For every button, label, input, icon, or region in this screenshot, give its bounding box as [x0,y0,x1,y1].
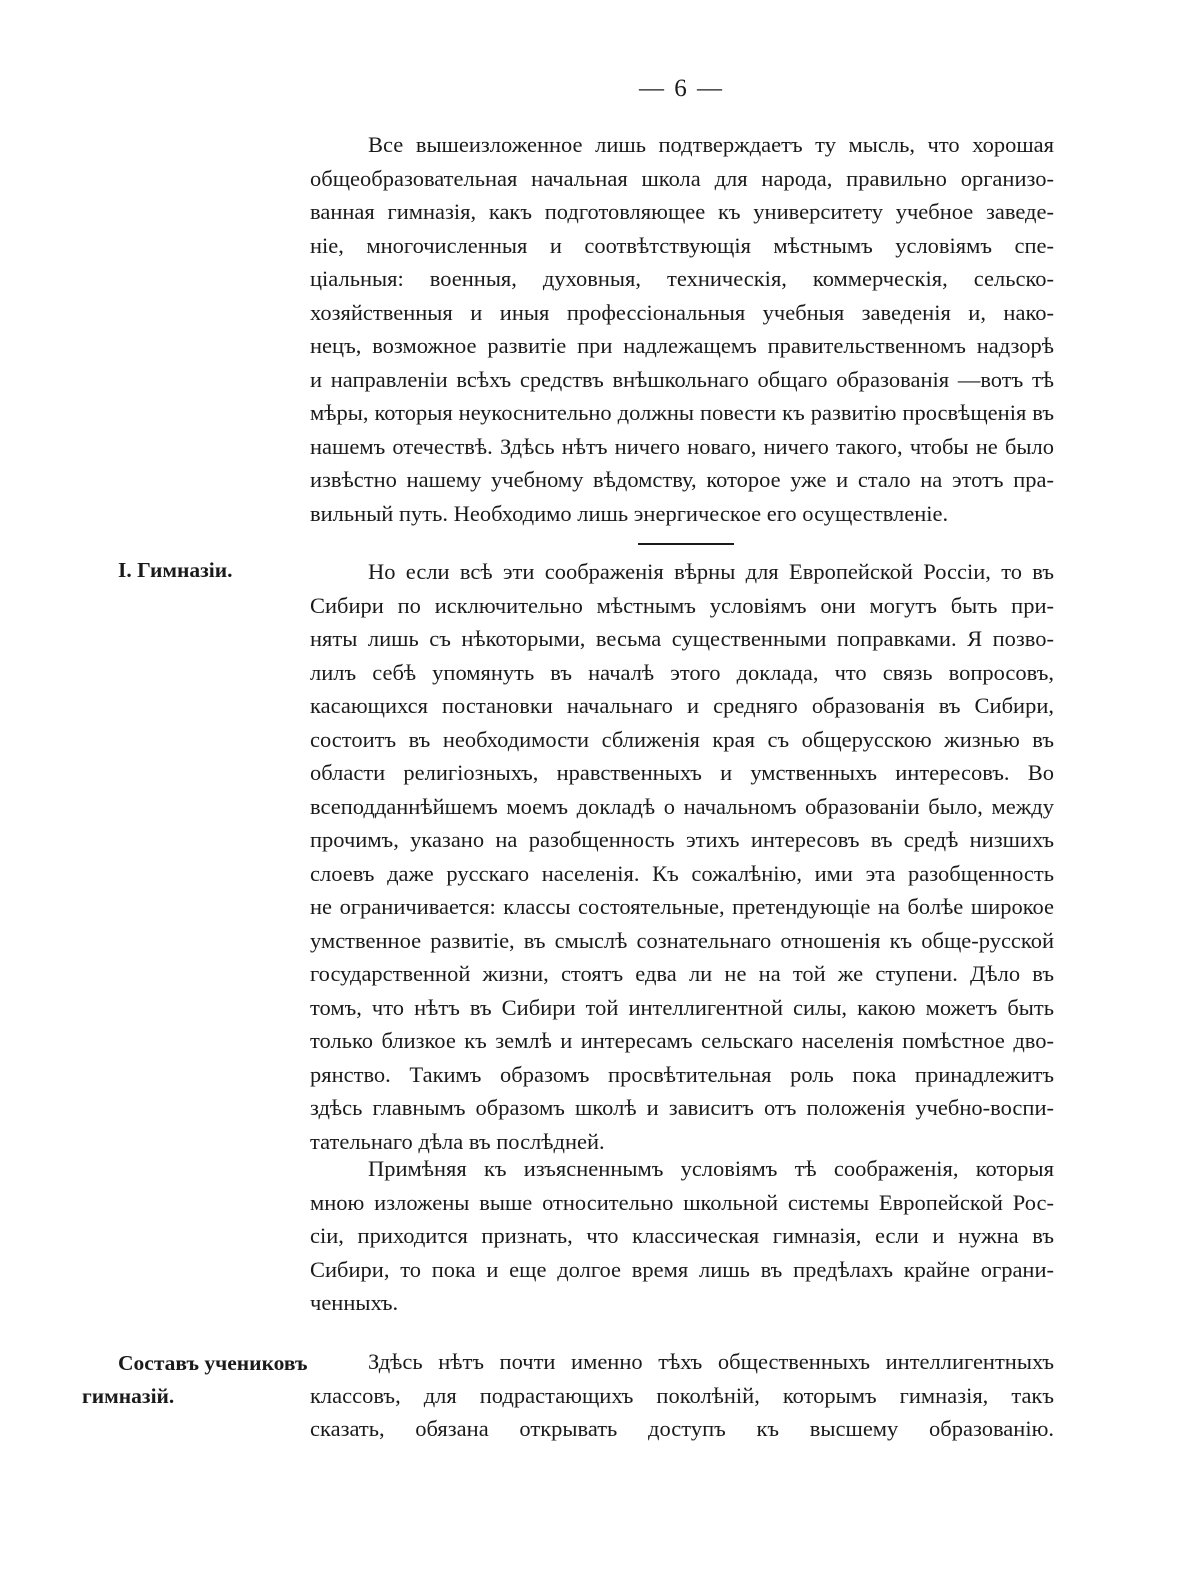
text-line: Сибири по исключительно мѣстнымъ условіямъ они могутъ быть при- [310,592,1054,618]
text-line: хозяйственныя и иныя профессіональныя учебныя заведенія и, нако- [310,299,1054,325]
page-number: — 6 — [639,75,724,102]
text-line: вильный путь. Необходимо лишь энергическое его осуществленіе. [310,500,949,526]
text-line: и направленіи всѣхъ средствъ внѣшкольнаго общаго образованія —вотъ тѣ [310,366,1054,392]
text-line: всеподданнѣйшемъ моемъ докладѣ о начальномъ образованіи было, между [310,793,1054,819]
text-line: сіи, приходится признать, что классическая гимназія, если и нужна въ [310,1223,1054,1248]
side-heading-students-line-1: Составъ учениковъ [118,1351,308,1375]
text-line: классовъ, для подрастающихъ поколѣній, которымъ гимназія, такъ [310,1382,1054,1408]
text-line: слоевъ даже русскаго населенія. Къ сожалѣнію, ими эта разобщенность [310,860,1054,886]
text-line: здѣсь главнымъ образомъ школѣ и зависитъ отъ положенія учебно-воспи- [310,1095,1054,1120]
text-line: мѣры, которыя неукоснительно должны повести къ развитію просвѣщенія въ [310,400,1054,425]
text-line: прочимъ, указано на разобщенность этихъ интересовъ въ средѣ низшихъ [310,827,1054,852]
section-1-paragraph-2 [310,1152,1054,1320]
text-line: области религіозныхъ, нравственныхъ и умственныхъ интересовъ. Во [310,760,1054,785]
text-line: ніе, многочисленныя и соотвѣтствующія мѣстнымъ условіямъ спе- [310,232,1054,258]
text-line: государственной жизни, стоятъ едва ли не на той же ступени. Дѣло въ [310,961,1054,986]
text-line: нашемъ отечествѣ. Здѣсь нѣтъ ничего новаго, ничего такого, чтобы не было [310,433,1054,459]
text-line: ванная гимназія, какъ подготовляющее къ университету учебное заведе- [310,199,1054,224]
text-line: Все вышеизложенное лишь подтверждаетъ ту мысль, что хорошая [368,132,1054,157]
text-line: лилъ себѣ упомянуть въ началѣ этого доклада, что связь вопросовъ, [310,659,1054,685]
text-line: Здѣсь нѣтъ почти именно тѣхъ общественныхъ интеллигентныхъ [368,1349,1054,1374]
text-line: общеобразовательная начальная школа для народа, правильно организо- [310,165,1054,191]
text-line: не ограничивается: классы состоятельные, претендующіе на болѣе широкое [310,894,1054,919]
text-line: рянство. Такимъ образомъ просвѣтительная роль пока принадлежитъ [310,1061,1054,1087]
text-line: ченныхъ. [310,1290,399,1315]
text-line: только близкое къ землѣ и интересамъ сельскаго населенія помѣстное дво- [310,1028,1054,1053]
side-heading-students-line-2: гимназій. [82,1384,175,1408]
side-heading-gymnasia: I. Гимназіи. [118,558,233,582]
section-divider-rule [638,543,734,545]
text-line: мною изложены выше относительно школьной системы Европейской Рос- [310,1189,1054,1215]
intro-paragraph [310,128,1054,530]
text-line: извѣстно нашему учебному вѣдомству, которое уже и стало на этотъ пра- [310,467,1054,492]
text-line: няты лишь съ нѣкоторыми, весьма существенными поправками. Я позво- [310,626,1054,651]
text-line: Сибири, то пока и еще долгое время лишь въ предѣлахъ крайне ограни- [310,1256,1054,1282]
text-line: сказать, обязана открывать доступъ къ высшему образованію. [310,1416,1054,1441]
text-line: ціальныя: военныя, духовныя, техническія, коммерческія, сельско- [310,266,1054,291]
section-1-paragraph-1 [310,555,1054,1158]
text-line: Но если всѣ эти соображенія вѣрны для Европейской Россіи, то въ [368,559,1054,584]
text-line: томъ, что нѣтъ въ Сибири той интеллигентной силы, какою можетъ быть [310,994,1054,1020]
text-line: тательнаго дѣла въ послѣдней. [310,1128,605,1154]
text-line: Примѣняя къ изъясненнымъ условіямъ тѣ соображенія, которыя [368,1156,1054,1181]
text-line: состоитъ въ необходимости сближенія края съ общерусскою жизнью въ [310,726,1054,752]
section-2-paragraph-1 [310,1345,1054,1446]
text-line: умственное развитіе, въ смыслѣ сознательнаго отношенія къ обще-русской [310,927,1054,953]
text-line: касающихся постановки начальнаго и средняго образованія въ Сибири, [310,693,1054,718]
text-line: нецъ, возможное развитіе при надлежащемъ правительственномъ надзорѣ [310,333,1054,358]
